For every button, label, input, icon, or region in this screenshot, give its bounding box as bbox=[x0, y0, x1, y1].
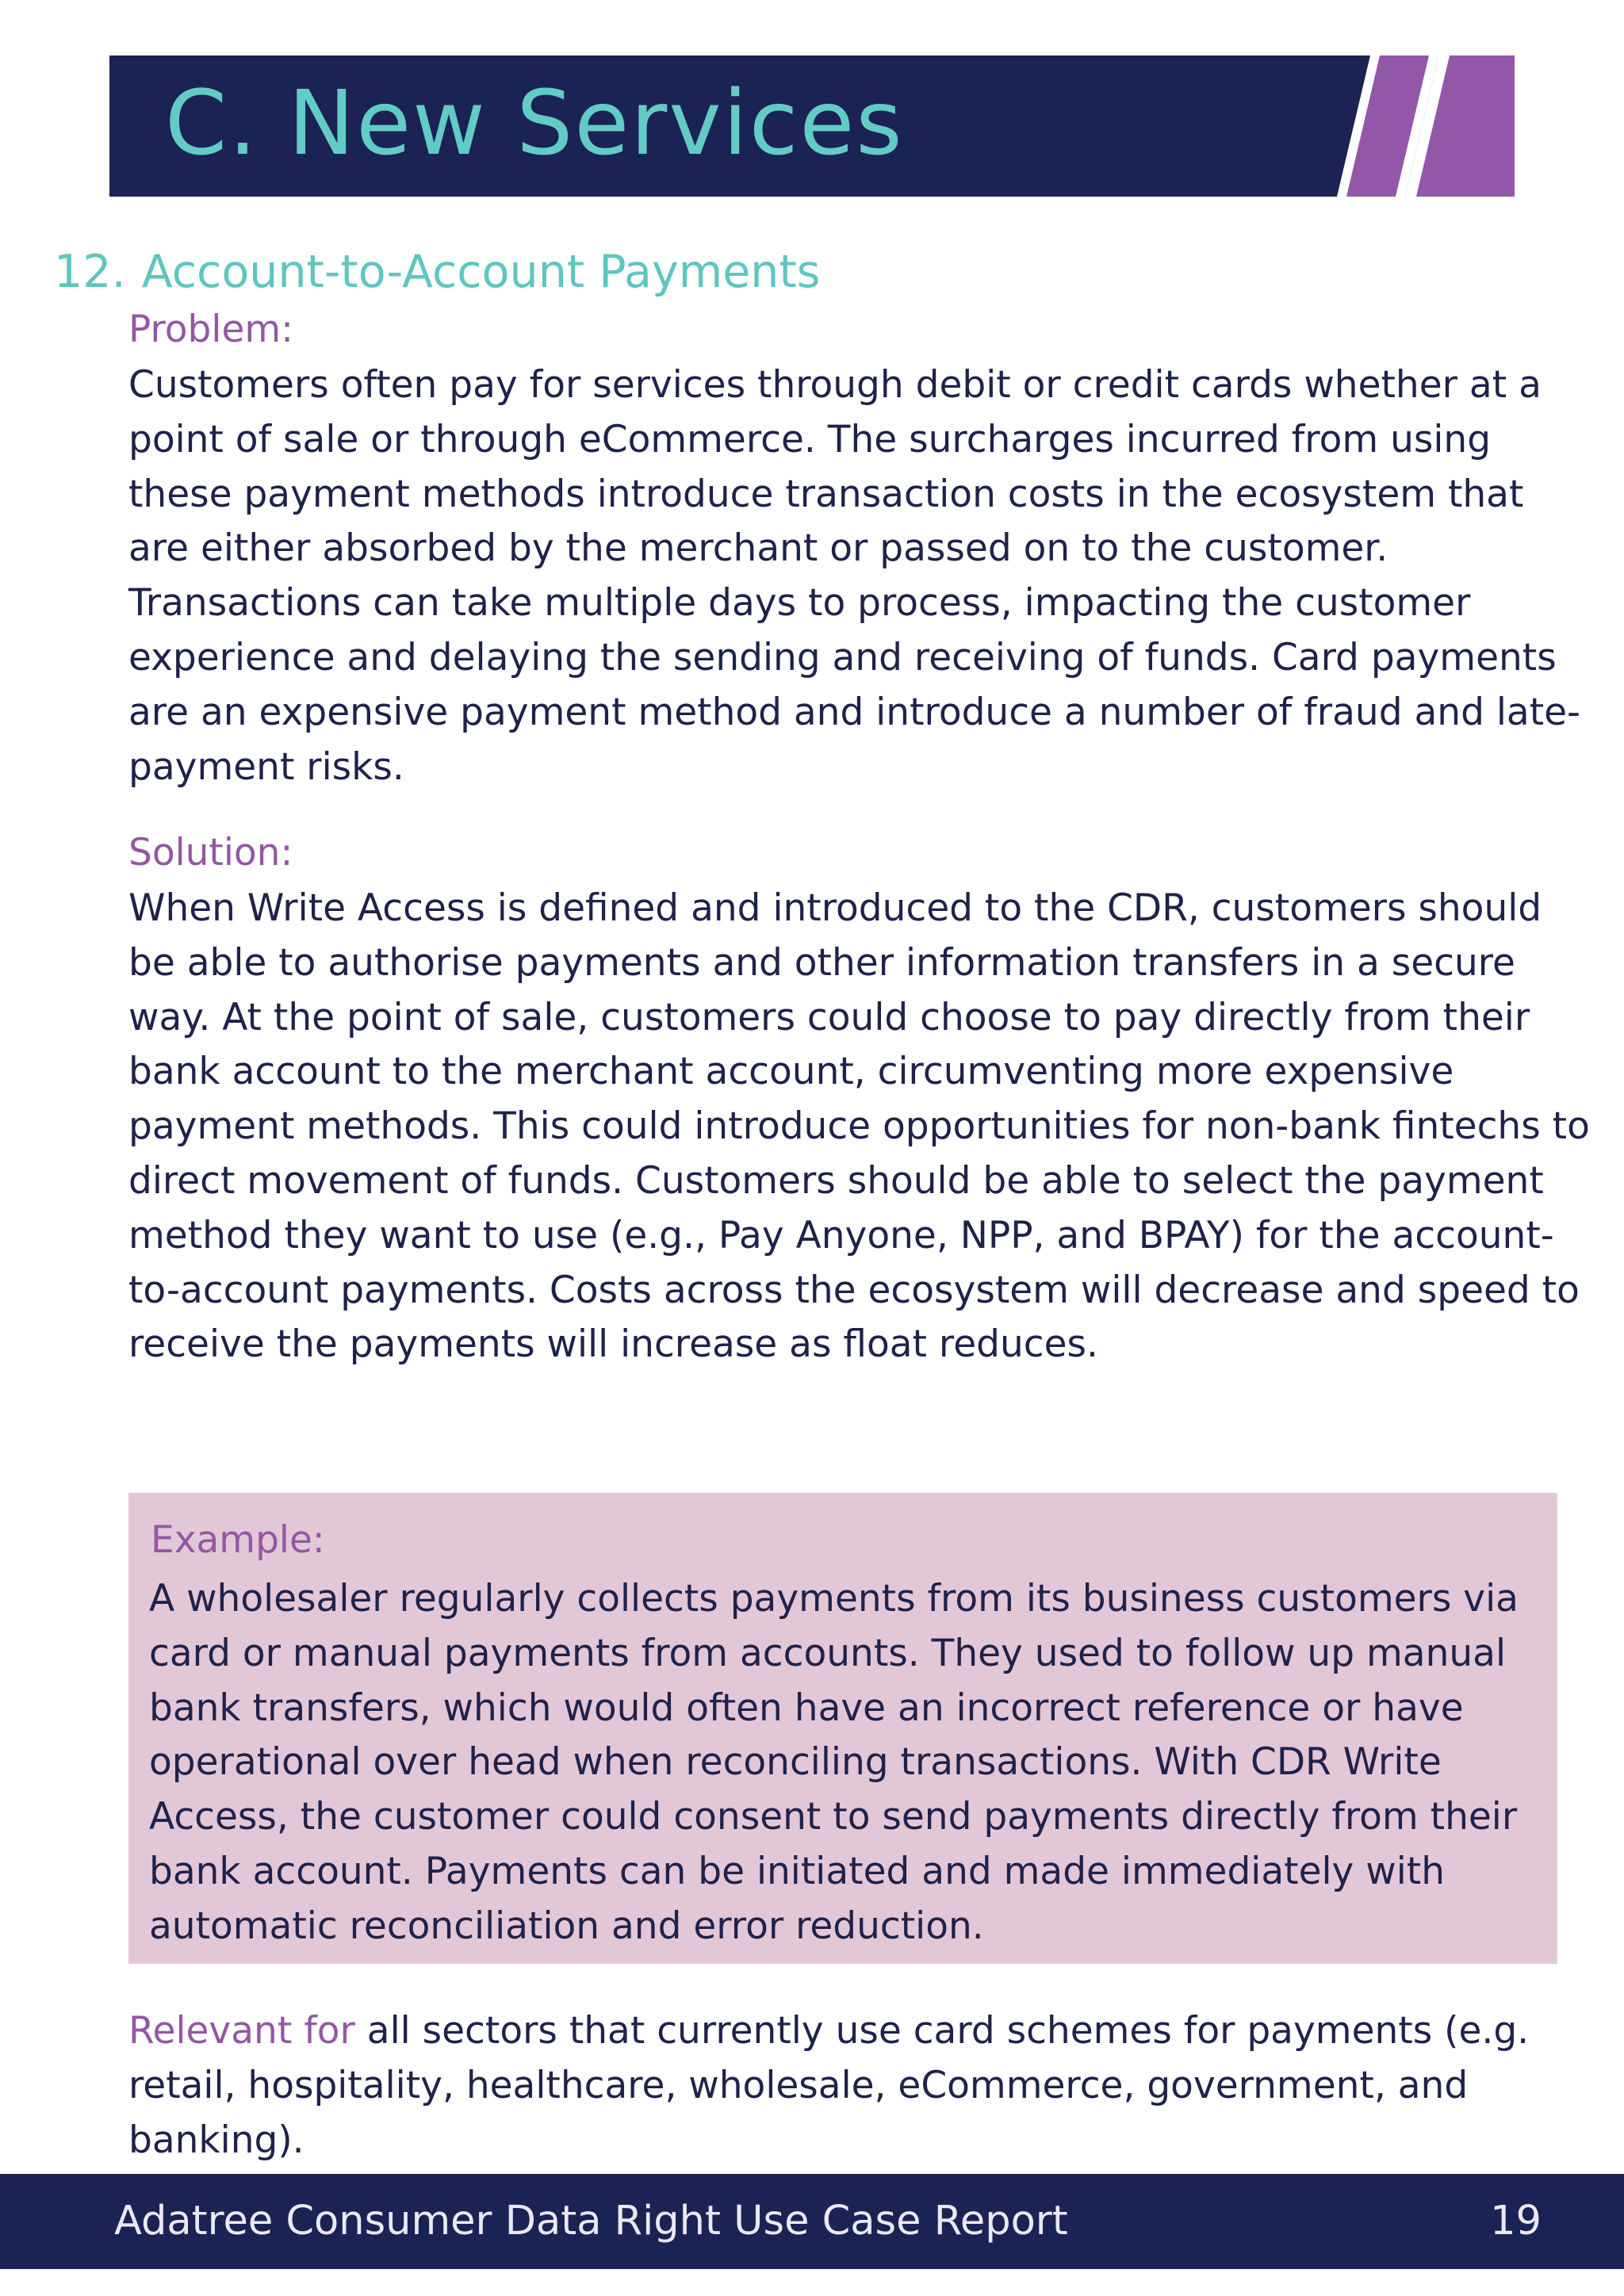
solution-text: When Write Access is defined and introduced to the CDR, customers should be able to authorise payments and other information transfers in a secure way. At the point of sale, customers could choose to pay directly from their bank account to the merchant account, circumventing more expensive payment methods. This could introduce opportunities for non-bank fintechs to direct movement of funds. Customers should be able to select the payment method they want to use (e.g., Pay Anyone, NPP, and BPAY) for the account-to-account payments. Costs across the ecosystem will decrease and speed to receive the payments will increase as float reduces. bbox=[128, 886, 1590, 1367]
section-heading bbox=[54, 243, 820, 301]
header-stripes-decoration bbox=[1337, 55, 1515, 197]
solution-label: Solution: bbox=[128, 831, 293, 874]
footer-report-title: Adatree Consumer Data Right Use Case Report bbox=[114, 2198, 1068, 2244]
page-number: 19 bbox=[1490, 2198, 1542, 2244]
example-callout bbox=[128, 1493, 1557, 1964]
section-number: 12. bbox=[54, 246, 126, 298]
example-label: Example: bbox=[151, 1518, 325, 1562]
problem-label: Problem: bbox=[128, 308, 293, 351]
header-banner bbox=[109, 55, 1515, 197]
problem-text: Customers often pay for services through debit or credit cards whether at a point of sale or through eCommerce. The surcharges incurred from using these payment methods introduce transaction costs in the ecosystem that are either absorbed by the merchant or passed on to the customer. Transactions can take multiple days to process, impacting the customer experience and delaying the sending and receiving of funds. Card payments are an expensive payment method and introduce a number of fraud and late-payment risks. bbox=[128, 363, 1581, 789]
footer-bar bbox=[0, 2174, 1624, 2269]
relevant-text: all sectors that currently use card schemes for payments (e.g. retail, hospitality, healthcare, wholesale, eCommerce, government, and banking). bbox=[128, 2009, 1530, 2162]
relevant-paragraph bbox=[128, 2004, 1572, 2168]
relevant-label: Relevant for bbox=[128, 2009, 355, 2053]
example-text: A wholesaler regularly collects payments from its business customers via card or manual payments from accounts. They used to follow up manual bank transfers, which would often have an incorrect reference or have operational over head when reconciling transactions. With CDR Write Access, the customer could consent to send payments directly from their bank account. Payments can be initiated and made immediately with automatic reconciliation and error reduction. bbox=[149, 1577, 1519, 1948]
section-title: Account-to-Account Payments bbox=[141, 246, 821, 298]
page-title: C. New Services bbox=[165, 72, 904, 175]
